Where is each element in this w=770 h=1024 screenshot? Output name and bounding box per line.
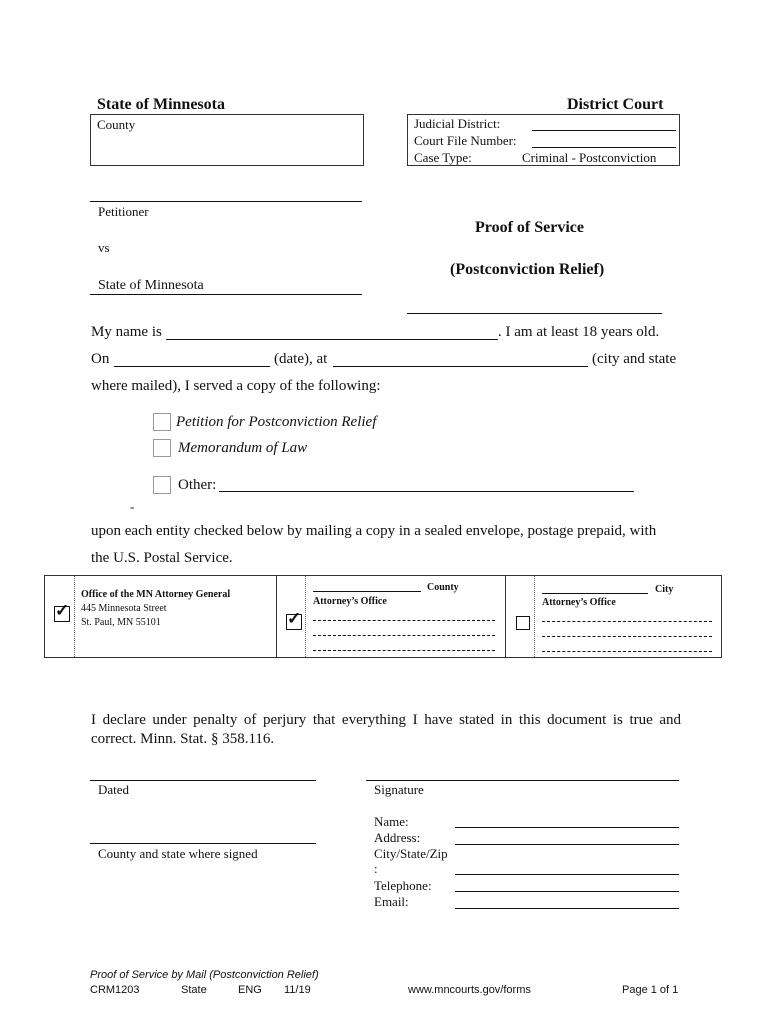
county-label: County [427, 582, 459, 593]
county-label: County [97, 117, 136, 132]
memorandum-checkbox[interactable] [153, 439, 171, 457]
sig-telephone-field[interactable] [455, 891, 679, 892]
citystatezip-label: City/State/Zip [374, 846, 448, 861]
dated-line[interactable] [90, 780, 316, 781]
city-checkbox[interactable] [516, 616, 530, 630]
county-office: Attorney’s Office [313, 596, 387, 607]
recipients-table [44, 575, 722, 658]
city-label: City [655, 584, 674, 595]
ag-street: 445 Minnesota Street [81, 603, 167, 614]
footer-language: ENG [238, 984, 262, 996]
county-state-label: County and state where signed [98, 846, 258, 861]
city-address-line[interactable] [542, 636, 712, 637]
dated-label: Dated [98, 782, 130, 797]
ag-title: Office of the MN Attorney General [81, 589, 231, 600]
county-box[interactable] [90, 114, 364, 166]
petition-label: Petition for Postconviction Relief [176, 414, 377, 430]
petition-checkbox[interactable] [153, 413, 171, 431]
court-file-field[interactable] [532, 147, 676, 148]
name-suffix: . I am at least 18 years old. [498, 324, 660, 340]
sig-citystatezip-field[interactable] [455, 874, 679, 875]
other-label: Other: [178, 477, 217, 493]
court-file-label: Court File Number: [414, 133, 517, 148]
respondent-line [90, 294, 362, 295]
petitioner-line[interactable] [90, 201, 362, 202]
city-office: Attorney’s Office [542, 597, 616, 608]
court-title: District Court [567, 96, 664, 113]
ag-city: St. Paul, MN 55101 [81, 617, 161, 628]
judicial-district-label: Judicial District: [414, 116, 501, 131]
case-info-box [407, 114, 680, 166]
memorandum-label: Memorandum of Law [178, 440, 308, 456]
city-field[interactable] [333, 366, 588, 367]
county-address-line[interactable] [313, 635, 495, 636]
case-caption-line[interactable] [407, 313, 662, 314]
telephone-label: Telephone: [374, 878, 432, 893]
footer-page: Page 1 of 1 [622, 984, 679, 996]
ag-checkbox[interactable] [54, 601, 70, 622]
address-label: Address: [374, 830, 421, 845]
city-name-field[interactable] [542, 593, 648, 594]
table-divider [74, 576, 75, 657]
county-address-line[interactable] [313, 650, 495, 651]
declaration-line1: I declare under penalty of perjury that everything I have stated in this document is true and [91, 712, 681, 728]
citystatezip-colon: : [374, 861, 378, 876]
case-type-label: Case Type: [414, 150, 472, 165]
check-icon: ✓ [55, 601, 70, 620]
judicial-district-field[interactable] [532, 130, 676, 131]
date-field[interactable] [114, 366, 270, 367]
doc-title: Proof of Service [475, 219, 584, 236]
email-label: Email: [374, 894, 409, 909]
case-type-value: Criminal - Postconviction [522, 150, 657, 165]
respondent-name: State of Minnesota [98, 278, 204, 293]
county-checkbox[interactable] [286, 609, 302, 630]
other-checkbox[interactable] [153, 476, 171, 494]
city-label: (city and state [592, 351, 677, 367]
name-prefix: My name is [91, 324, 162, 340]
name-field[interactable] [166, 339, 498, 340]
footer-url[interactable]: www.mncourts.gov/forms [408, 984, 531, 996]
county-address-line[interactable] [313, 620, 495, 621]
footer-revision: 11/19 [284, 984, 311, 996]
table-divider [276, 576, 277, 657]
name-label: Name: [374, 814, 409, 829]
city-address-line[interactable] [542, 621, 712, 622]
other-field[interactable] [219, 491, 634, 492]
on-label: On [91, 351, 110, 367]
sig-address-field[interactable] [455, 844, 679, 845]
footer-jurisdiction: State [181, 984, 207, 996]
dash-mark: - [130, 499, 135, 514]
table-divider [305, 576, 306, 657]
vs-label: vs [98, 240, 110, 255]
city-address-line[interactable] [542, 651, 712, 652]
date-label: (date), at [274, 351, 328, 367]
petitioner-label: Petitioner [98, 204, 149, 219]
footer-form-code: CRM1203 [90, 984, 140, 996]
sig-name-field[interactable] [455, 827, 679, 828]
signature-line[interactable] [366, 780, 679, 781]
table-divider [505, 576, 506, 657]
sig-email-field[interactable] [455, 908, 679, 909]
served-line: where mailed), I served a copy of the following: [91, 378, 381, 394]
declaration-line2: correct. Minn. Stat. § 358.116. [91, 731, 275, 747]
postal-line: the U.S. Postal Service. [91, 550, 233, 566]
county-state-line[interactable] [90, 843, 316, 844]
check-icon: ✓ [287, 609, 302, 628]
upon-line: upon each entity checked below by mailing a copy in a sealed envelope, postage prepaid, with [91, 523, 657, 539]
footer-form-title: Proof of Service by Mail (Postconviction Relief) [90, 969, 319, 981]
doc-subtitle: (Postconviction Relief) [450, 261, 605, 278]
county-name-field[interactable] [313, 591, 421, 592]
state-title: State of Minnesota [97, 96, 225, 113]
table-divider [534, 576, 535, 657]
signature-label: Signature [374, 782, 424, 797]
